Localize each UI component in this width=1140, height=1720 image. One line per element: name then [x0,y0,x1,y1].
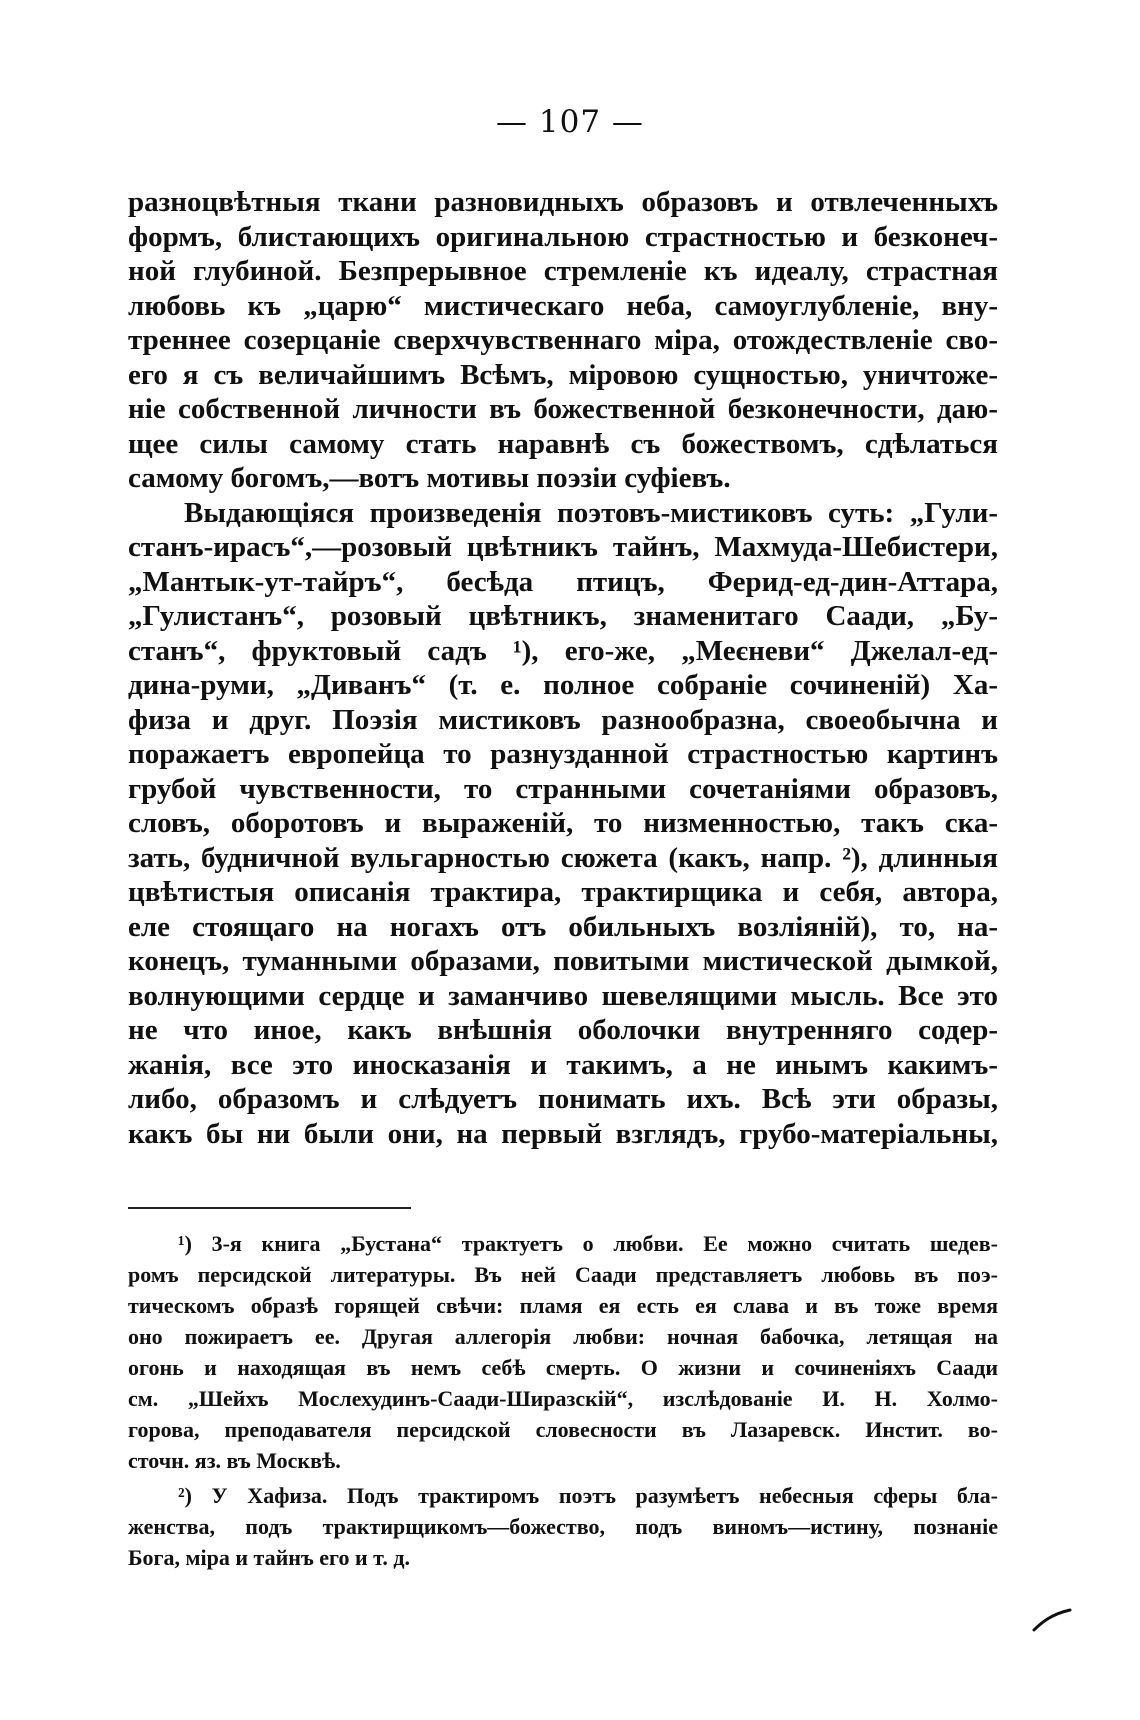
text-line: его я съ величайшимъ Всѣмъ, міровою сущностью, уничтоже- [128,358,998,391]
text-line: либо, образомъ и слѣдуетъ понимать ихъ. Всѣ эти образы, [128,1083,998,1115]
paragraph-start-line: Выдающіяся произведенія поэтовъ-мистиковъ суть: „Гули- [184,496,998,529]
text-line: словъ, оборотовъ и выраженій, то низменностью, такъ ска- [128,807,998,839]
footnote-line: оно пожираетъ ее. Другая аллегорія любви: ночная бабочка, летящая на [128,1324,998,1349]
text-line: конецъ, туманными образами, повитыми мистической дымкой, [128,945,998,977]
footnote-line: сточн. яз. въ Москвѣ. [128,1448,341,1473]
pen-stroke-mark [1032,1608,1072,1632]
footnote-line: см. „Шейхъ Мослехудинъ-Саади-Ширазскій“, изслѣдованіе И. Н. Холмо- [128,1386,998,1411]
text-line: ной глубиной. Безпрерывное стремленіе къ идеалу, страстная [128,255,998,287]
text-line: волнующими сердце и заманчиво шевелящими мысль. Все это [128,979,998,1012]
text-line: формъ, блистающихъ оригинальною страстностью и безконеч- [128,220,998,253]
text-line: „Гулистанъ“, розовый цвѣтникъ, знаменитаго Саади, „Бу- [128,600,998,632]
footnote-line: женства, подъ трактирщикомъ—божество, подъ виномъ—истину, познаніе [128,1514,998,1539]
text-line: жанія, все это иносказанія и такимъ, а не инымъ какимъ- [128,1048,998,1081]
text-line: самому богомъ,—вотъ мотивы поэзіи суфіевъ. [128,462,731,494]
footnote-divider [128,1207,411,1209]
footnote-line: огонь и находящая въ немъ себѣ смерть. О жизни и сочиненіяхъ Саади [128,1355,998,1380]
footnote-line: горова, преподавателя персидской словесности въ Лазаревск. Инстит. во- [128,1417,998,1442]
text-line: треннее созерцаніе сверхчувственнаго міра, отождествленіе сво- [128,324,998,356]
text-line: любовь къ „царю“ мистическаго неба, самоуглубленіе, вну- [128,289,998,322]
footnote-2 [128,1480,998,1573]
text-line: какъ бы ни были они, на первый взглядъ, грубо-матеріальны, [128,1117,998,1150]
text-line: станъ-ирасъ“,—розовый цвѣтникъ тайнъ, Махмуда-Шебистери, [128,531,998,563]
text-line: грубой чувственности, то странными сочетаніями образовъ, [128,772,998,805]
footnote-line: тическомъ образѣ горящей свѣчи: пламя ея есть ея слава и въ тоже время [128,1293,998,1318]
footnote-line: ¹) 3-я книга „Бустана“ трактуетъ о любви. Ее можно считать шедев- [178,1231,998,1256]
text-line: еле стоящаго на ногахъ отъ обильныхъ возліяній), то, на- [128,910,998,943]
text-line: дина-руми, „Диванъ“ (т. е. полное собраніе сочиненій) Ха- [128,669,998,701]
main-text [128,185,998,1151]
text-line: станъ“, фруктовый садъ ¹), его-же, „Меєневи“ Джелал-ед- [128,634,998,667]
footnote-1 [128,1228,998,1476]
text-line: не что иное, какъ внѣшнія оболочки внутренняго содер- [128,1014,998,1046]
text-line: щее силы самому стать наравнѣ съ божествомъ, сдѣлаться [128,427,998,460]
page-number: — 107 — [496,104,644,140]
footnote-line: ²) У Хафиза. Подъ трактиромъ поэтъ разумѣетъ небесныя сферы бла- [178,1483,998,1508]
text-line: „Мантык-ут-тайръ“, бесѣда птицъ, Ферид-ед-дин-Аттара, [128,565,998,598]
text-line: физа и друг. Поэзія мистиковъ разнообразна, своеобычна и [128,703,998,736]
text-line: разноцвѣтныя ткани разновидныхъ образовъ и отвлеченныхъ [128,186,998,218]
text-line: цвѣтистыя описанія трактира, трактирщика и себя, автора, [128,876,998,908]
footnote-line: ромъ персидской литературы. Въ ней Саади представляетъ любовь въ поэ- [128,1262,998,1287]
footnote-line: Бога, міра и тайнъ его и т. д. [128,1545,410,1570]
footnotes [128,1228,998,1573]
text-line: поражаетъ европейца то разнузданной страстностью картинъ [128,738,998,770]
text-line: ніе собственной личности въ божественной безконечности, даю- [128,393,998,425]
text-line: зать, будничной вульгарностью сюжета (какъ, напр. ²), длинныя [128,841,998,874]
